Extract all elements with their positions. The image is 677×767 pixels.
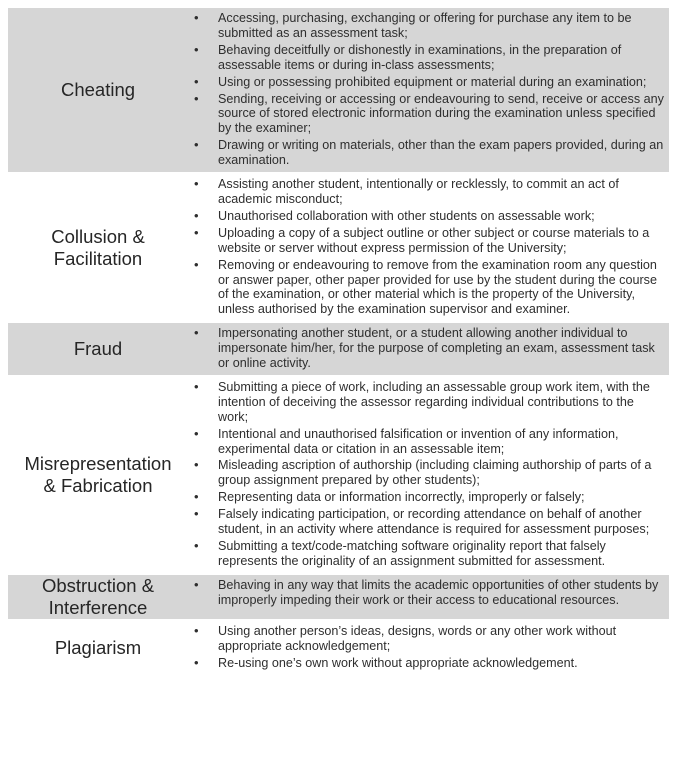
- item-list: [188, 174, 669, 321]
- list-item: • Intentional and unauthorised falsification or invention of any information, experimental data or citation in an assessable item;: [188, 427, 669, 457]
- table-row-fraud: [8, 321, 669, 375]
- list-item: • Using another person’s ideas, designs, words or any other work without appropriate acknowledgement;: [188, 624, 669, 654]
- list-item: • Assisting another student, intentionally or recklessly, to commit an act of academic misconduct;: [188, 177, 669, 207]
- table-row-plagiarism: [8, 619, 669, 675]
- category-label: Fraud: [73, 338, 123, 360]
- list-item: • Submitting a text/code-matching software originality report that falsely represents the originality of an assignment submitted for assessment.: [188, 539, 669, 569]
- list-item: • Unauthorised collaboration with other students on assessable work;: [188, 209, 669, 224]
- table-row-cheating: [8, 8, 669, 172]
- list-item: • Behaving in any way that limits the academic opportunities of other students by improperly impeding their work or their access to educational resources.: [188, 578, 669, 608]
- list-item: • Representing data or information incorrectly, improperly or falsely;: [188, 490, 669, 505]
- category-label: Collusion & Facilitation: [51, 225, 145, 269]
- item-list: [188, 8, 669, 172]
- category-label: Misrepresentation & Fabrication: [24, 452, 172, 496]
- item-list: [188, 323, 669, 375]
- list-item: • Submitting a piece of work, including an assessable group work item, with the intention of deceiving the assessor regarding individual contributions to the work;: [188, 380, 669, 425]
- misconduct-table: [8, 8, 669, 675]
- item-list: [188, 575, 669, 619]
- list-item: • Uploading a copy of a subject outline or other subject or course materials to a website or server without express permission of the University;: [188, 226, 669, 256]
- list-item: • Accessing, purchasing, exchanging or offering for purchase any item to be submitted as an assessment task;: [188, 11, 669, 41]
- list-item: • Falsely indicating participation, or recording attendance on behalf of another student, in an activity where attendance is required for assessment purposes;: [188, 507, 669, 537]
- list-item: • Misleading ascription of authorship (including claiming authorship of parts of a group assignment prepared by other students);: [188, 458, 669, 488]
- item-list: [188, 377, 669, 573]
- table-row-collusion: [8, 172, 669, 321]
- category-label: Obstruction & Interference: [41, 574, 155, 618]
- list-item: • Behaving deceitfully or dishonestly in examinations, in the preparation of assessable items or during in-class assessments;: [188, 43, 669, 73]
- category-label: Plagiarism: [54, 636, 142, 658]
- item-list: [188, 621, 669, 675]
- list-item: • Drawing or writing on materials, other than the exam papers provided, during an examination.: [188, 138, 669, 168]
- list-item: • Removing or endeavouring to remove from the examination room any question or answer paper, other paper provided for use by the student during the course of the examination, or other material which is the property of the University, unless authorised by the examination supervisor and examiner.: [188, 258, 669, 318]
- category-label: Cheating: [60, 79, 136, 101]
- list-item: • Using or possessing prohibited equipment or material during an examination;: [188, 75, 669, 90]
- list-item: • Impersonating another student, or a student allowing another individual to impersonate him/her, for the purpose of completing an exam, assessment task or online activity.: [188, 326, 669, 371]
- list-item: • Sending, receiving or accessing or endeavouring to send, receive or access any source of stored electronic information during the examination unless specified by the examiner;: [188, 92, 669, 137]
- list-item: • Re-using one’s own work without appropriate acknowledgement.: [188, 656, 669, 671]
- table-row-misrepresentation: [8, 375, 669, 573]
- table-row-obstruction: [8, 573, 669, 619]
